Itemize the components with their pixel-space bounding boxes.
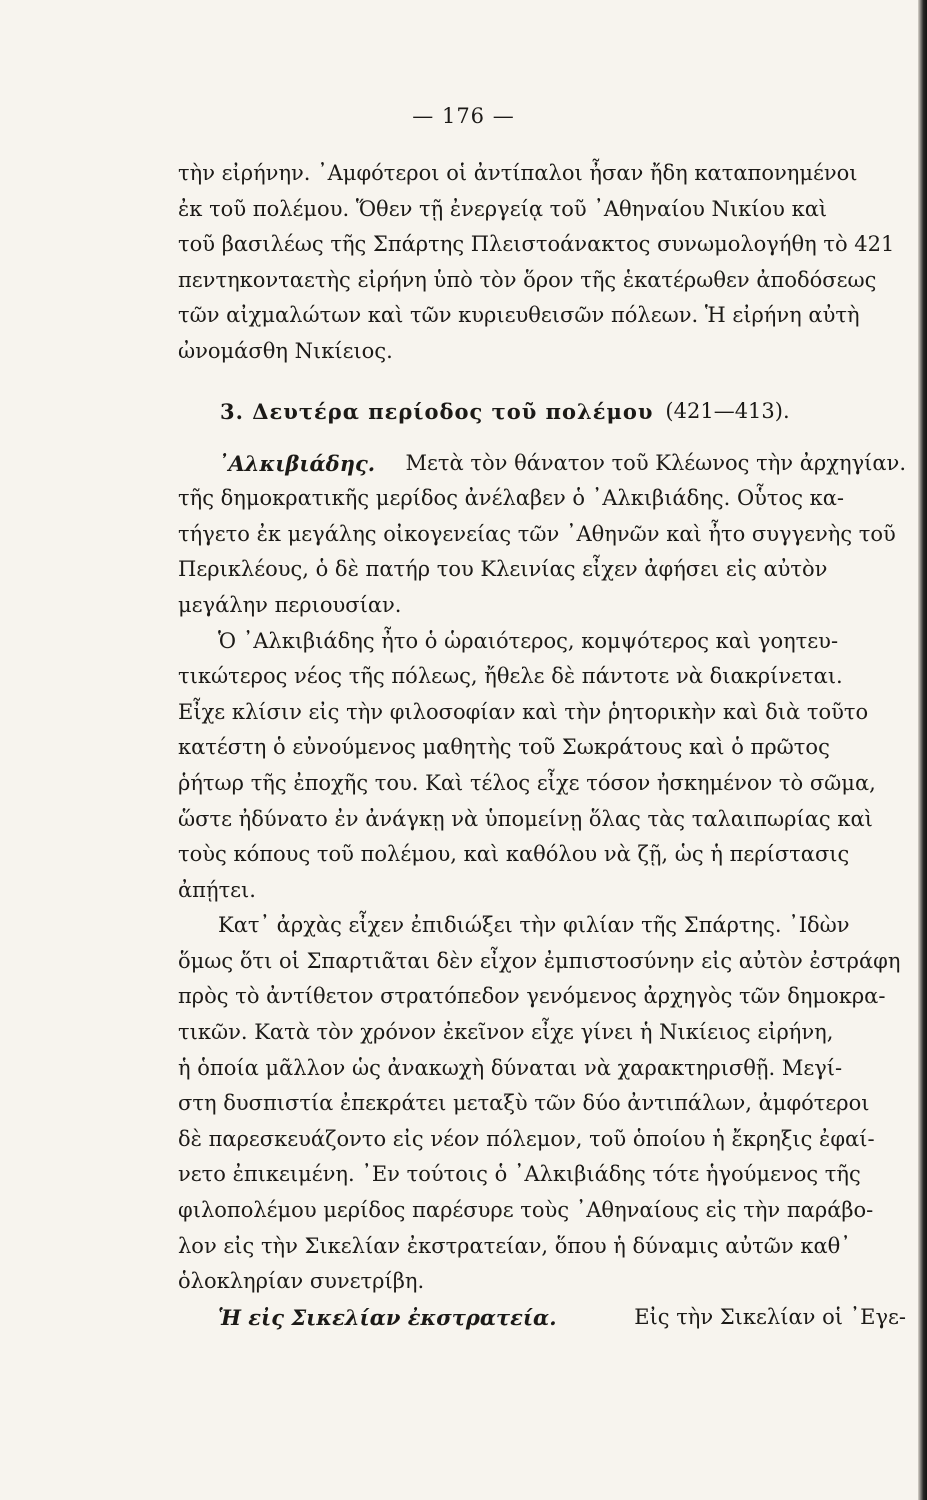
text-line: ἀπῄτει. [178,877,256,902]
text-body [178,156,906,1335]
text-line: τοῦ βασιλέως τῆς Σπάρτης Πλειστοάνακτος συνωμολογήθη τὸ 421 [178,232,895,257]
text-line: πρὸς τὸ ἀντίθετον στρατόπεδον γενόμενος ἀρχηγὸς τῶν δημοκρα- [178,984,886,1009]
text-line: Ἡ εἰς Σικελίαν ἐκστρατεία. Εἰς τὴν Σικελίαν οἱ ᾿Εγε- [178,1300,906,1336]
paragraph-label: Ἡ εἰς Σικελίαν ἐκστρατεία. [218,1304,557,1330]
text-line: πεντηκονταετὴς εἰρήνη ὑπὸ τὸν ὅρον τῆς ἑκατέρωθεν ἀποδόσεως [178,267,877,292]
text-line: ἐκ τοῦ πολέμου. Ὅθεν τῇ ἐνεργείᾳ τοῦ ᾿Αθηναίου Νικίου καὶ [178,196,828,221]
paragraph-3 [178,624,906,909]
text-line: τῆς δημοκρατικῆς μερίδος ἀνέλαβεν ὁ ᾿Αλκιβιάδης. Οὗτος κα- [178,486,845,511]
paragraph-label: ᾿Αλκιβιάδης. [218,450,376,476]
text-line: ὅμως ὅτι οἱ Σπαρτιᾶται δὲν εἶχον ἐμπιστοσύνην εἰς αὐτὸν ἐστράφη [178,948,901,973]
text-line: ἡ ὁποία μᾶλλον ὡς ἀνακωχὴ δύναται νὰ χαρακτηρισθῇ. Μεγί- [178,1055,843,1080]
text-line: Ὁ ᾿Αλκιβιάδης ἦτο ὁ ὡραιότερος, κομψότερος καὶ γοητευ- [218,628,839,653]
paragraph-5 [178,1300,906,1336]
paragraph-alcibiades [178,446,906,624]
section-title: 3. Δευτέρα περίοδος τοῦ πολέμου [220,398,654,424]
text-line: ὠνομάσθη Νικίειος. [178,338,393,363]
text-line: τικῶν. Κατὰ τὸν χρόνον ἐκεῖνον εἶχε γίνει ἡ Νικίειος εἰρήνη, [178,1020,834,1045]
text-line: τοὺς κόπους τοῦ πολέμου, καὶ καθόλου νὰ ζῇ, ὡς ἡ περίστασις [178,842,850,867]
text-line: Περικλέους, ὁ δὲ πατήρ του Κλεινίας εἶχεν ἀφήσει εἰς αὐτὸν [178,557,828,582]
section-heading [178,392,906,432]
text-line: ὁλοκληρίαν συνετρίβη. [178,1269,425,1294]
text-line: μεγάλην περιουσίαν. [178,592,402,617]
page-number: — 176 — [412,104,515,128]
text-line: νετο ἐπικειμένη. ᾿Εν τούτοις ὁ ᾿Αλκιβιάδης τότε ἡγούμενος τῆς [178,1162,861,1187]
text-line: λον εἰς τὴν Σικελίαν ἐκστρατείαν, ὅπου ἡ δύναμις αὐτῶν καθ᾿ [178,1233,851,1258]
text-line: κατέστη ὁ εὐνούμενος μαθητὴς τοῦ Σωκράτους καὶ ὁ πρῶτος [178,735,830,760]
text-line: τικώτερος νέος τῆς πόλεως, ἤθελε δὲ πάντοτε νὰ διακρίνεται. [178,664,843,689]
text-line: τὴν εἰρήνην. ᾿Αμφότεροι οἱ ἀντίπαλοι ἦσαν ἤδη καταπονημένοι [178,161,858,185]
text-line: δὲ παρεσκευάζοντο εἰς νέον πόλεμον, τοῦ ὁποίου ἡ ἔκρηξις ἐφαί- [178,1126,875,1151]
page-edge [918,0,927,1500]
text-line: Εἶχε κλίσιν εἰς τὴν φιλοσοφίαν καὶ τὴν ῥητορικὴν καὶ διὰ τοῦτο [178,699,869,724]
paragraph-4 [178,908,906,1300]
text-line: ῥήτωρ τῆς ἐποχῆς του. Καὶ τέλος εἶχε τόσον ἠσκημένον τὸ σῶμα, [178,770,876,795]
text-line: Κατ᾿ ἀρχὰς εἶχεν ἐπιδιώξει τὴν φιλίαν τῆς Σπάρτης. ᾿Ιδὼν [218,913,850,938]
paragraph-1 [178,156,906,370]
section-years: (421—413). [665,398,790,423]
text-line: ὥστε ἠδύνατο ἐν ἀνάγκῃ νὰ ὑπομείνῃ ὅλας τὰς ταλαιπωρίας καὶ [178,806,873,831]
text-line: τήγετο ἐκ μεγάλης οἰκογενείας τῶν ᾿Αθηνῶν καὶ ἦτο συγγενὴς τοῦ [178,521,896,546]
text-line: τῶν αἰχμαλώτων καὶ τῶν κυριευθεισῶν πόλεων. Ἡ εἰρήνη αὐτὴ [178,303,860,328]
text-line: ᾿Αλκιβιάδης. Μετὰ τὸν θάνατον τοῦ Κλέωνος τὴν ἀρχηγίαν. [178,446,906,482]
text-line: στη δυσπιστία ἐπεκράτει μεταξὺ τῶν δύο ἀντιπάλων, ἀμφότεροι [178,1091,870,1116]
text-line: φιλοπολέμου μερίδος παρέσυρε τοὺς ᾿Αθηναίους εἰς τὴν παράβο- [178,1198,874,1223]
